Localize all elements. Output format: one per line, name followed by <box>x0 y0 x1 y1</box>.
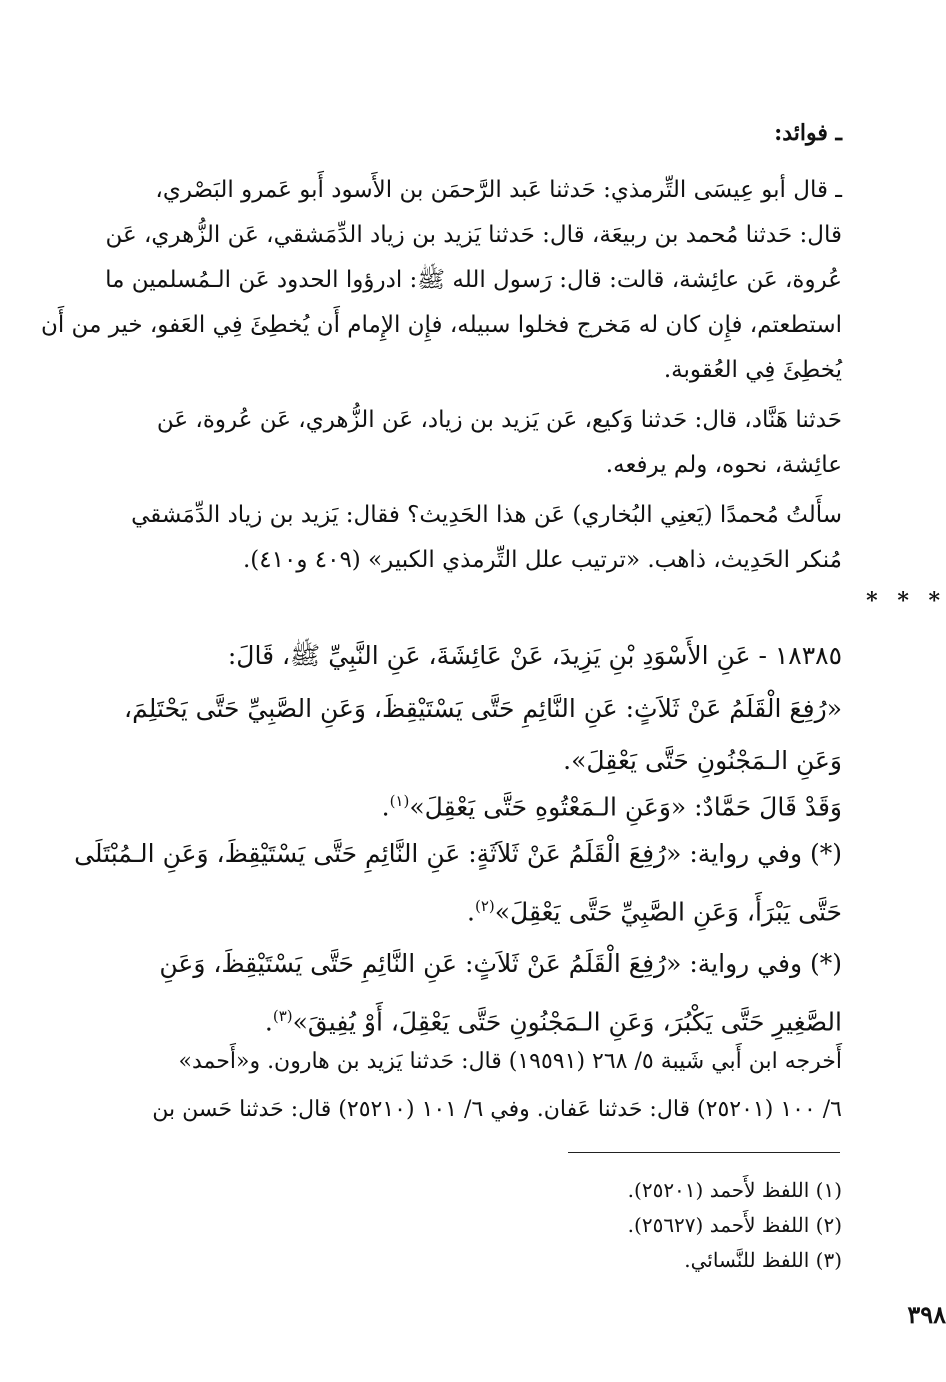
source-citation <box>100 1038 842 1134</box>
footnote-ref-3: (٣) <box>272 1007 293 1025</box>
section-separator: * * * <box>866 588 946 614</box>
text-line: استطعتم، فإِن كان له مَخرج فخلوا سبيله، فإِن الإِمام أَن يُخطِئَ فِي العَفو، خير من أَن <box>40 312 842 338</box>
page-number: ٣٩٨ <box>907 1300 946 1329</box>
text-line: أَخرجه ابن أَبي شَيبة ٥/ ٢٦٨ (١٩٥٩١) قال: حَدثنا يَزيد بن هارون. و«أَحمد» <box>178 1049 842 1074</box>
hadith-text <box>100 683 842 787</box>
footnote-3: (٣) اللفظ للنَّسائي. <box>684 1248 842 1272</box>
text-line: وَعَنِ الـمَجْنُونِ حَتَّى يَعْقِلَ». <box>563 746 842 775</box>
commentary-paragraph-3 <box>100 493 842 583</box>
variant-narration-2 <box>100 938 842 1048</box>
footnote-ref-1: (١) <box>389 792 410 810</box>
text-line: (*) وفي رواية: «رُفِعَ الْقَلَمُ عَنْ ثَلاَثَةٍ: عَنِ النَّائِمِ حَتَّى يَسْتَيْقِظَ، وَعَنِ الـمُبْتَلَى <box>74 839 842 868</box>
variant-narration-1 <box>74 828 842 938</box>
footnote-2: (٢) اللفظ لأَحمد (٢٥٦٢٧). <box>627 1213 842 1237</box>
text-line: يُخطِئَ فِي العُقوبة. <box>663 357 842 383</box>
text-line: حَتَّى يَبْرَأَ، وَعَنِ الصَّبِيِّ حَتَّى يَعْقِلَ»$^{(٢)}$. <box>467 897 842 927</box>
hammad-text: وَقَدْ قَالَ حَمَّادٌ: «وَعَنِ الـمَعْتُوهِ حَتَّى يَعْقِلَ» <box>409 792 842 822</box>
text-line: عائِشة، نحوه، ولم يرفعه. <box>605 452 842 478</box>
hadith-number-line: ١٨٣٨٥ - عَنِ الأَسْوَدِ بْنِ يَزِيدَ، عَنْ عَائِشَةَ، عَنِ النَّبِيِّ ﷺ، قَالَ: <box>227 641 842 670</box>
footnote-ref-2: (٢) <box>474 897 495 915</box>
text-line: قال: حَدثنا مُحمد بن ربيعَة، قال: حَدثنا يَزيد بن زياد الدِّمَشقي، عَن الزُّهري، عَن <box>105 222 842 248</box>
text-line: الصَّغِيرِ حَتَّى يَكْبُرَ، وَعَنِ الـمَجْنُونِ حَتَّى يَعْقِلَ، أَوْ يُفِيقَ»$^{(٣)}$. <box>264 1007 842 1037</box>
text-line: مُنكر الحَدِيث، ذاهب. «ترتيب علل التِّرمذي الكبير» (٤٠٩ و٤١٠). <box>242 547 842 573</box>
footnote-divider <box>568 1152 840 1153</box>
text-line: (*) وفي رواية: «رُفِعَ الْقَلَمُ عَنْ ثَلاَثٍ: عَنِ النَّائِمِ حَتَّى يَسْتَيْقِظَ، وَعَنِ <box>159 949 842 978</box>
text-line: ٦/ ١٠٠ (٢٥٢٠١) قال: حَدثنا عَفان. وفي ٦/ ١٠١ (٢٥٢١٠) قال: حَدثنا حَسن بن <box>152 1097 842 1122</box>
text-line: «رُفِعَ الْقَلَمُ عَنْ ثَلاَثٍ: عَنِ النَّائِمِ حَتَّى يَسْتَيْقِظَ، وَعَنِ الصَّبِيِّ حَتَّى يَحْتَلِمَ، <box>124 694 842 723</box>
text-line: حَدثنا هَنَّاد، قال: حَدثنا وَكيع، عَن يَزيد بن زياد، عَن الزُّهري، عَن عُروة، عَن <box>156 407 842 433</box>
section-heading: ـ فوائد: <box>774 120 842 146</box>
commentary-paragraph-1 <box>40 168 842 393</box>
footnote-1: (١) اللفظ لأَحمد (٢٥٢٠١). <box>627 1178 842 1202</box>
text-line: سأَلتُ مُحمدًا (يَعنِي البُخاري) عَن هذا الحَدِيث؟ فقال: يَزيد بن زياد الدِّمَشقي <box>131 502 842 528</box>
commentary-paragraph-2 <box>100 398 842 488</box>
text-line: ـ قال أبو عِيسَى التِّرمذي: حَدثنا عَبد الرَّحمَن بن الأَسود أَبو عَمرو البَصْري، <box>155 177 842 203</box>
hammad-note: وَقَدْ قَالَ حَمَّادٌ: «وَعَنِ الـمَعْتُوهِ حَتَّى يَعْقِلَ»$^{(١)}$. <box>381 792 842 822</box>
text-line: عُروة، عَن عائِشة، قالت: قال: رَسول الله ﷺ: ادرؤوا الحدود عَن الـمُسلمين ما <box>105 267 842 293</box>
